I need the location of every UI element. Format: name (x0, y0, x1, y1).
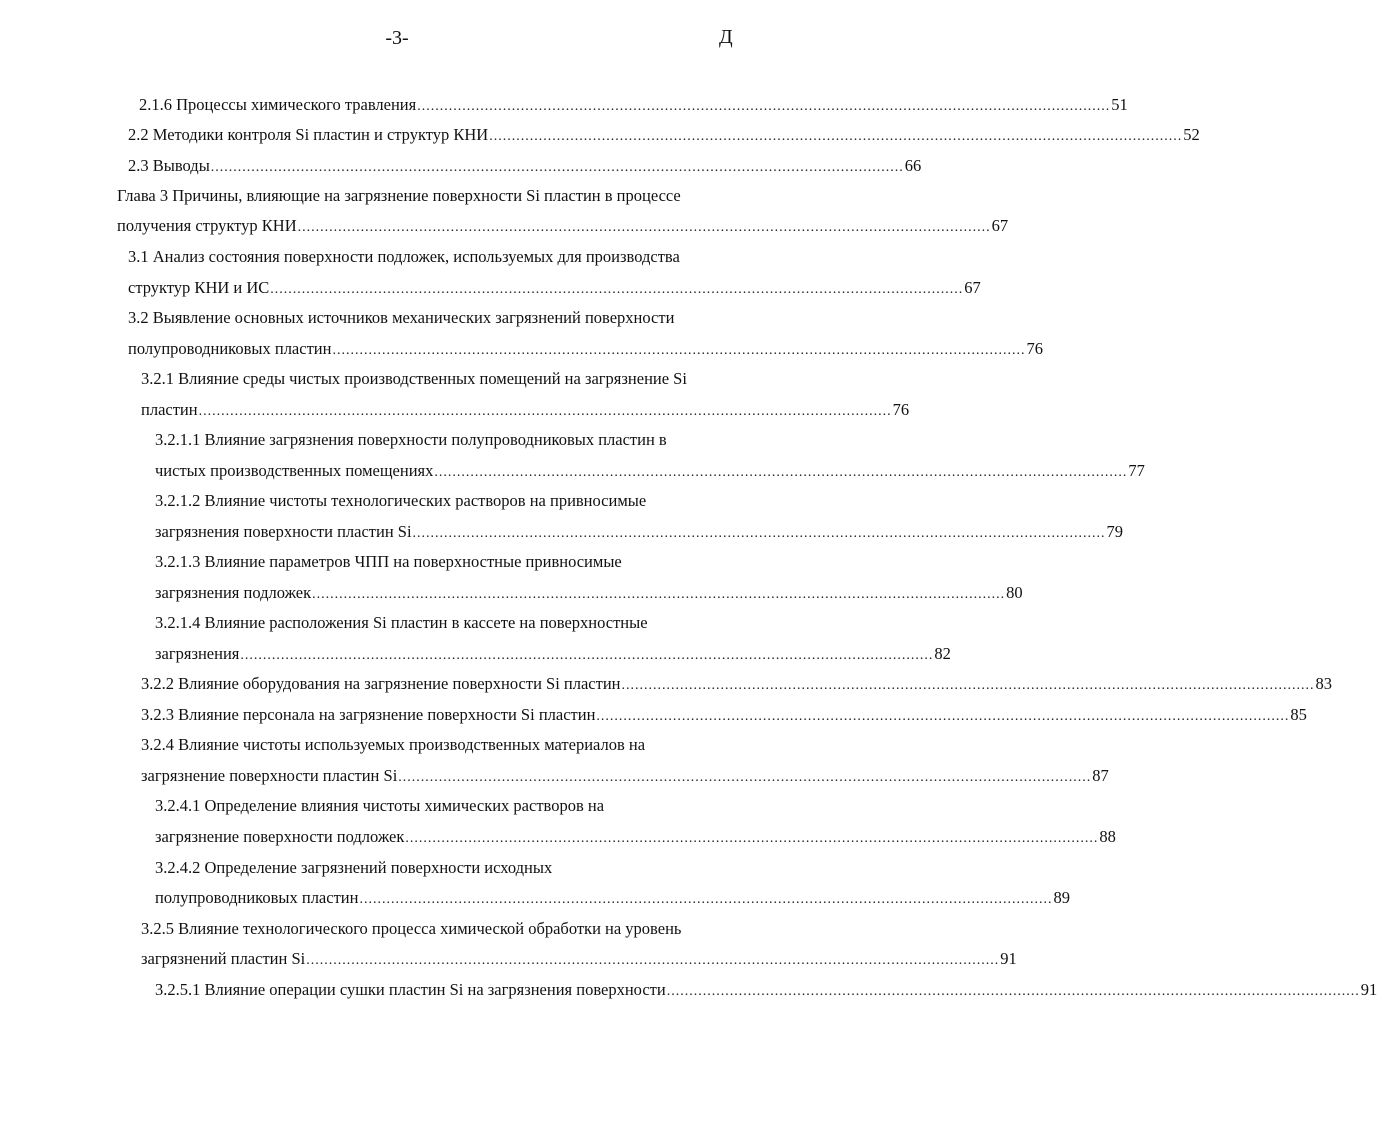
toc-entry-title: структур КНИ и ИС (128, 278, 270, 297)
toc-leader-dots: .......................................................................................................................................................... (332, 343, 1026, 358)
toc-entry (155, 550, 731, 574)
toc-entry (155, 856, 731, 880)
toc-entry-page: 79 (1106, 522, 1124, 541)
toc-entry-page: 76 (892, 400, 910, 419)
toc-leader-dots: .......................................................................................................................................................... (270, 282, 964, 297)
toc-entry-title: 3.2.4.2 Определение загрязнений поверхности исходных (155, 858, 553, 877)
toc-leader-dots: .......................................................................................................................................................... (312, 587, 1006, 602)
toc-entry-title: 3.2.1 Влияние среды чистых производственных помещений на загрязнение Si (141, 369, 687, 388)
toc-entry-page: 91 (1360, 980, 1377, 999)
toc-entry-title: Глава 3 Причины, влияющие на загрязнение поверхности Si пластин в процессе (117, 186, 681, 205)
toc-entry-page: 67 (991, 216, 1009, 235)
toc-entry-page: 85 (1290, 705, 1307, 724)
toc-entry (155, 886, 1070, 910)
toc-leader-dots: .......................................................................................................................................................... (306, 953, 1000, 968)
toc-leader-dots: .......................................................................................................................................................... (240, 648, 934, 663)
toc-entry-title: загрязнения (155, 644, 240, 663)
toc-entry-title: 2.1.6 Процессы химического травления (139, 95, 417, 114)
toc-entry-page: 89 (1053, 888, 1070, 907)
toc-leader-dots: .......................................................................................................................................................... (359, 892, 1053, 907)
toc-entry (155, 459, 1145, 483)
toc-entry (141, 672, 1332, 696)
toc-entry (141, 764, 1109, 788)
toc-entry (155, 642, 951, 666)
toc-entry (117, 184, 731, 208)
toc-leader-dots: .......................................................................................................................................................... (596, 709, 1290, 724)
toc-entry-title: 3.2.5 Влияние технологического процесса химической обработки на уровень (141, 919, 682, 938)
toc-entry-title: загрязнения поверхности пластин Si (155, 522, 412, 541)
toc-entry-page: 80 (1006, 583, 1023, 602)
toc-entry-title: 3.2.3 Влияние персонала на загрязнение поверхности Si пластин (141, 705, 596, 724)
toc-entry-title: полупроводниковых пластин (155, 888, 359, 907)
toc-leader-dots: .......................................................................................................................................................... (621, 678, 1315, 693)
toc-entry (155, 794, 731, 818)
toc-entry-page: 91 (1000, 949, 1017, 968)
toc-leader-dots: .......................................................................................................................................................... (417, 99, 1111, 114)
toc-entry-page: 82 (934, 644, 951, 663)
toc-entry-title: загрязнения подложек (155, 583, 312, 602)
toc-leader-dots: .......................................................................................................................................................... (210, 160, 904, 175)
toc-entry (141, 367, 731, 391)
toc-entry-title: загрязнение поверхности пластин Si (141, 766, 398, 785)
toc-leader-dots: .......................................................................................................................................................... (405, 831, 1099, 846)
toc-entry (128, 154, 922, 178)
toc-entry (128, 276, 981, 300)
corner-mark: Д (719, 26, 733, 48)
toc-entry (155, 611, 731, 635)
toc-leader-dots: .......................................................................................................................................................... (412, 526, 1106, 541)
toc-entry-title: 3.2.1.1 Влияние загрязнения поверхности полупроводниковых пластин в (155, 430, 667, 449)
toc-entry (128, 337, 1043, 361)
toc-entry (128, 123, 1200, 147)
toc-entry-title: загрязнений пластин Si (141, 949, 306, 968)
toc-leader-dots: .......................................................................................................................................................... (398, 770, 1092, 785)
toc-leader-dots: .......................................................................................................................................................... (434, 465, 1128, 480)
toc-leader-dots: .......................................................................................................................................................... (198, 404, 892, 419)
toc-entry (141, 917, 731, 941)
toc-entry (141, 703, 1307, 727)
toc-entry-page: 52 (1183, 125, 1200, 144)
toc-entry-page: 88 (1099, 827, 1116, 846)
toc-entry-title: чистых производственных помещениях (155, 461, 434, 480)
toc-entry-title: 3.2.5.1 Влияние операции сушки пластин Si на загрязнения поверхности (155, 980, 666, 999)
toc-entry-title: 2.2 Методики контроля Si пластин и структур КНИ (128, 125, 489, 144)
toc-entry (155, 489, 731, 513)
toc-entry (139, 93, 1128, 117)
toc-entry-title: загрязнение поверхности подложек (155, 827, 405, 846)
toc-entry-page: 77 (1128, 461, 1145, 480)
toc-entry-title: получения структур КНИ (117, 216, 297, 235)
toc-entry (128, 245, 731, 269)
toc-entry (141, 947, 1017, 971)
toc-entry-page: 87 (1092, 766, 1109, 785)
toc-leader-dots: .......................................................................................................................................................... (297, 220, 991, 235)
toc-entry (155, 581, 1023, 605)
toc-entry (141, 398, 910, 422)
toc-entry (155, 428, 731, 452)
toc-leader-dots: .......................................................................................................................................................... (666, 984, 1360, 999)
toc-entry-title: 3.2.1.3 Влияние параметров ЧПП на поверхностные привносимые (155, 552, 622, 571)
toc-entry-page: 66 (904, 156, 922, 175)
toc-entry-title: 3.2 Выявление основных источников механических загрязнений поверхности (128, 308, 675, 327)
toc-entry-title: 2.3 Выводы (128, 156, 210, 175)
toc-entry-page: 67 (964, 278, 981, 297)
toc-entry-title: 3.2.4.1 Определение влияния чистоты химических растворов на (155, 796, 605, 815)
toc-entry-page: 83 (1315, 674, 1332, 693)
toc-entry (141, 733, 731, 757)
toc-entry-title: 3.2.1.4 Влияние расположения Si пластин в кассете на поверхностные (155, 613, 648, 632)
toc-entry-title: пластин (141, 400, 198, 419)
toc-entry-title: 3.1 Анализ состояния поверхности подложек, используемых для производства (128, 247, 680, 266)
toc-entry (117, 214, 1009, 238)
toc-entry (155, 978, 1377, 1002)
toc-leader-dots: .......................................................................................................................................................... (489, 129, 1183, 144)
toc-entry-title: 3.2.2 Влияние оборудования на загрязнение поверхности Si пластин (141, 674, 621, 693)
toc-entry (155, 825, 1116, 849)
toc-entry-title: 3.2.4 Влияние чистоты используемых производственных материалов на (141, 735, 646, 754)
toc-entry-page: 51 (1111, 95, 1128, 114)
toc-entry-title: полупроводниковых пластин (128, 339, 332, 358)
toc-entry (155, 520, 1124, 544)
toc-entry-page: 76 (1026, 339, 1043, 358)
toc-entry (128, 306, 731, 330)
page-number: -3- (385, 27, 409, 49)
toc-entry-title: 3.2.1.2 Влияние чистоты технологических растворов на привносимые (155, 491, 647, 510)
